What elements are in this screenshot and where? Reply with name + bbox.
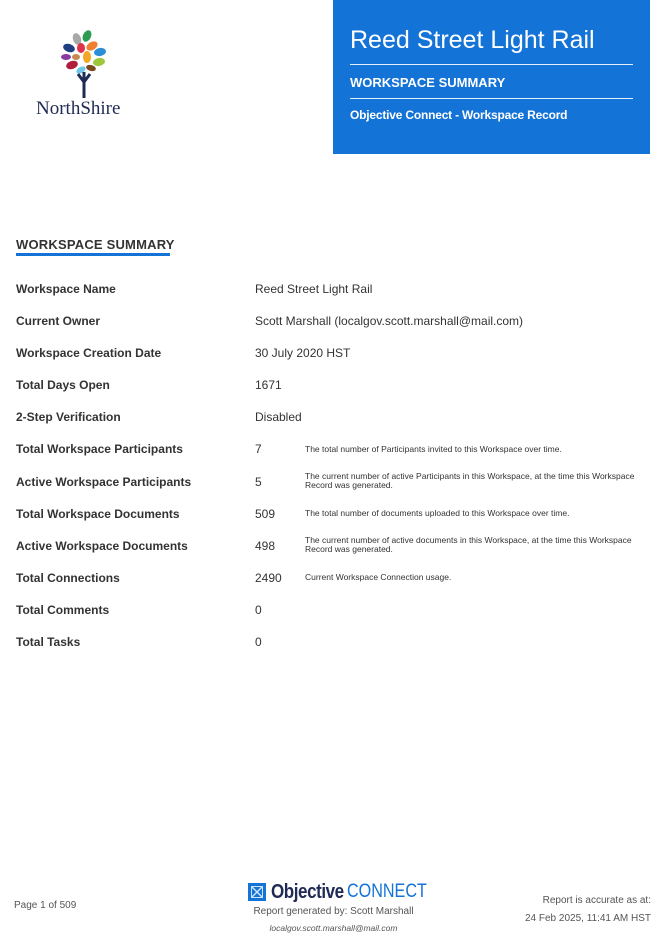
row-value: 7	[255, 442, 262, 456]
row-note: The total number of documents uploaded to this Workspace over time.	[305, 508, 570, 518]
summary-row	[0, 507, 667, 527]
generated-by: Report generated by: Scott Marshall	[253, 906, 414, 917]
row-note: Current Workspace Connection usage.	[305, 572, 452, 582]
summary-row	[0, 571, 667, 591]
row-value: 1671	[255, 378, 282, 392]
summary-row	[0, 471, 667, 495]
summary-row	[0, 603, 667, 623]
row-value: 0	[255, 603, 262, 617]
summary-row	[0, 314, 667, 334]
row-value: 5	[255, 475, 262, 489]
summary-row	[0, 346, 667, 366]
row-value: 30 July 2020 HST	[255, 346, 351, 360]
page-title: Reed Street Light Rail	[350, 26, 595, 54]
row-label: Total Days Open	[16, 378, 110, 392]
tree-logo-icon	[50, 30, 110, 100]
row-label: 2-Step Verification	[16, 410, 121, 424]
brand-word-objective: Objective	[271, 880, 344, 903]
summary-row	[0, 442, 667, 462]
section-title: WORKSPACE SUMMARY	[16, 237, 175, 252]
row-value: Disabled	[255, 410, 302, 424]
row-label: Active Workspace Documents	[16, 539, 188, 553]
row-value: Reed Street Light Rail	[255, 282, 373, 296]
row-note: The total number of Participants invited to this Workspace over time.	[305, 444, 562, 454]
row-label: Total Connections	[16, 571, 120, 585]
row-label: Active Workspace Participants	[16, 475, 192, 489]
summary-row	[0, 282, 667, 302]
summary-row	[0, 410, 667, 430]
row-note: The current number of active Participants in this Workspace, at the time this Workspace Record was generated.	[305, 471, 635, 490]
summary-row	[0, 635, 667, 655]
row-label: Total Workspace Documents	[16, 507, 180, 521]
header-divider	[350, 98, 633, 99]
row-value: 509	[255, 507, 276, 521]
row-label: Total Workspace Participants	[16, 442, 183, 456]
northshire-logo	[30, 30, 130, 125]
section-underline	[16, 253, 170, 256]
row-label: Workspace Name	[16, 282, 116, 296]
summary-row	[0, 535, 667, 559]
row-note: The current number of active documents in this Workspace, at the time this Workspace Record was generated.	[305, 535, 632, 554]
generated-email: localgov.scott.marshall@mail.com	[269, 923, 398, 933]
header-subtitle: WORKSPACE SUMMARY	[350, 75, 506, 90]
header-divider	[350, 64, 633, 65]
row-value: 2490	[255, 571, 282, 585]
row-value: Scott Marshall (localgov.scott.marshall@mail.com)	[255, 314, 524, 328]
summary-row	[0, 378, 667, 398]
header-banner	[333, 0, 650, 154]
row-label: Current Owner	[16, 314, 101, 328]
logo-text: NorthShire	[36, 98, 121, 119]
row-label: Workspace Creation Date	[16, 346, 162, 360]
page-number: Page 1 of 509	[14, 900, 77, 911]
row-value: 498	[255, 539, 276, 553]
objective-connect-icon	[248, 883, 266, 901]
objective-connect-logo	[248, 881, 441, 903]
header-description: Objective Connect - Workspace Record	[350, 108, 568, 122]
row-label: Total Comments	[16, 603, 110, 617]
row-label: Total Tasks	[16, 635, 81, 649]
brand-word-connect: CONNECT	[346, 881, 427, 902]
row-value: 0	[255, 635, 262, 649]
accurate-label: Report is accurate as at:	[542, 895, 651, 906]
accurate-timestamp: 24 Feb 2025, 11:41 AM HST	[524, 913, 651, 924]
